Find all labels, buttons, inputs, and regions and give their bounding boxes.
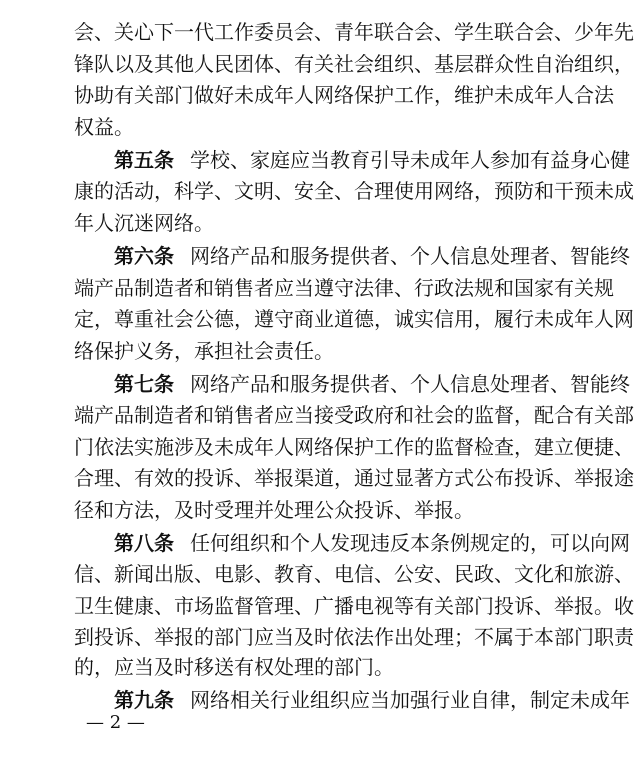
text-line: 端产品制造者和销售者应当遵守法律、行政法规和国家有关规 <box>74 276 614 300</box>
article-text: 任何组织和个人发现违反本条例规定的，可以向网 <box>190 531 630 555</box>
text-line: 合理、有效的投诉、举报渠道，通过显著方式公布投诉、举报途 <box>74 466 634 490</box>
article-heading: 第八条 <box>114 531 174 555</box>
text-line: 权益。 <box>74 115 134 139</box>
article-first-line <box>114 244 630 268</box>
article-text: 网络产品和服务提供者、个人信息处理者、智能终 <box>190 244 630 268</box>
text-line: 径和方法，及时受理并处理公众投诉、举报。 <box>74 498 474 522</box>
text-line: 络保护义务，承担社会责任。 <box>74 339 334 363</box>
article-text: 网络相关行业组织应当加强行业自律，制定未成年 <box>190 688 630 712</box>
text-line: 门依法实施涉及未成年人网络保护工作的监督检查，建立便捷、 <box>74 435 634 459</box>
article-text: 网络产品和服务提供者、个人信息处理者、智能终 <box>190 372 630 396</box>
text-line: 定，尊重社会公德，遵守商业道德，诚实信用，履行未成年人网 <box>74 307 634 331</box>
article-first-line <box>114 372 630 396</box>
article-text: 学校、家庭应当教育引导未成年人参加有益身心健 <box>190 148 630 172</box>
article-first-line <box>114 148 630 172</box>
article-heading: 第九条 <box>114 688 174 712</box>
text-line: 协助有关部门做好未成年人网络保护工作，维护未成年人合法 <box>74 83 614 107</box>
text-line: 到投诉、举报的部门应当及时依法作出处理；不属于本部门职责 <box>74 625 634 649</box>
text-line: 锋队以及其他人民团体、有关社会组织、基层群众性自治组织， <box>74 52 634 76</box>
article-heading: 第六条 <box>114 244 174 268</box>
article-first-line <box>114 688 630 712</box>
text-line: 卫生健康、市场监督管理、广播电视等有关部门投诉、举报。收 <box>74 594 634 618</box>
article-heading: 第七条 <box>114 372 174 396</box>
page-number: — 2 — <box>86 712 145 733</box>
article-heading: 第五条 <box>114 148 174 172</box>
text-line: 康的活动，科学、文明、安全、合理使用网络，预防和干预未成 <box>74 179 634 203</box>
text-line: 信、新闻出版、电影、教育、电信、公安、民政、文化和旅游、 <box>74 562 634 586</box>
text-line: 年人沉迷网络。 <box>74 211 214 235</box>
text-line: 端产品制造者和销售者应当接受政府和社会的监督，配合有关部 <box>74 403 634 427</box>
text-line: 的，应当及时移送有权处理的部门。 <box>74 655 394 679</box>
article-first-line <box>114 531 630 555</box>
text-line: 会、关心下一代工作委员会、青年联合会、学生联合会、少年先 <box>74 20 634 44</box>
